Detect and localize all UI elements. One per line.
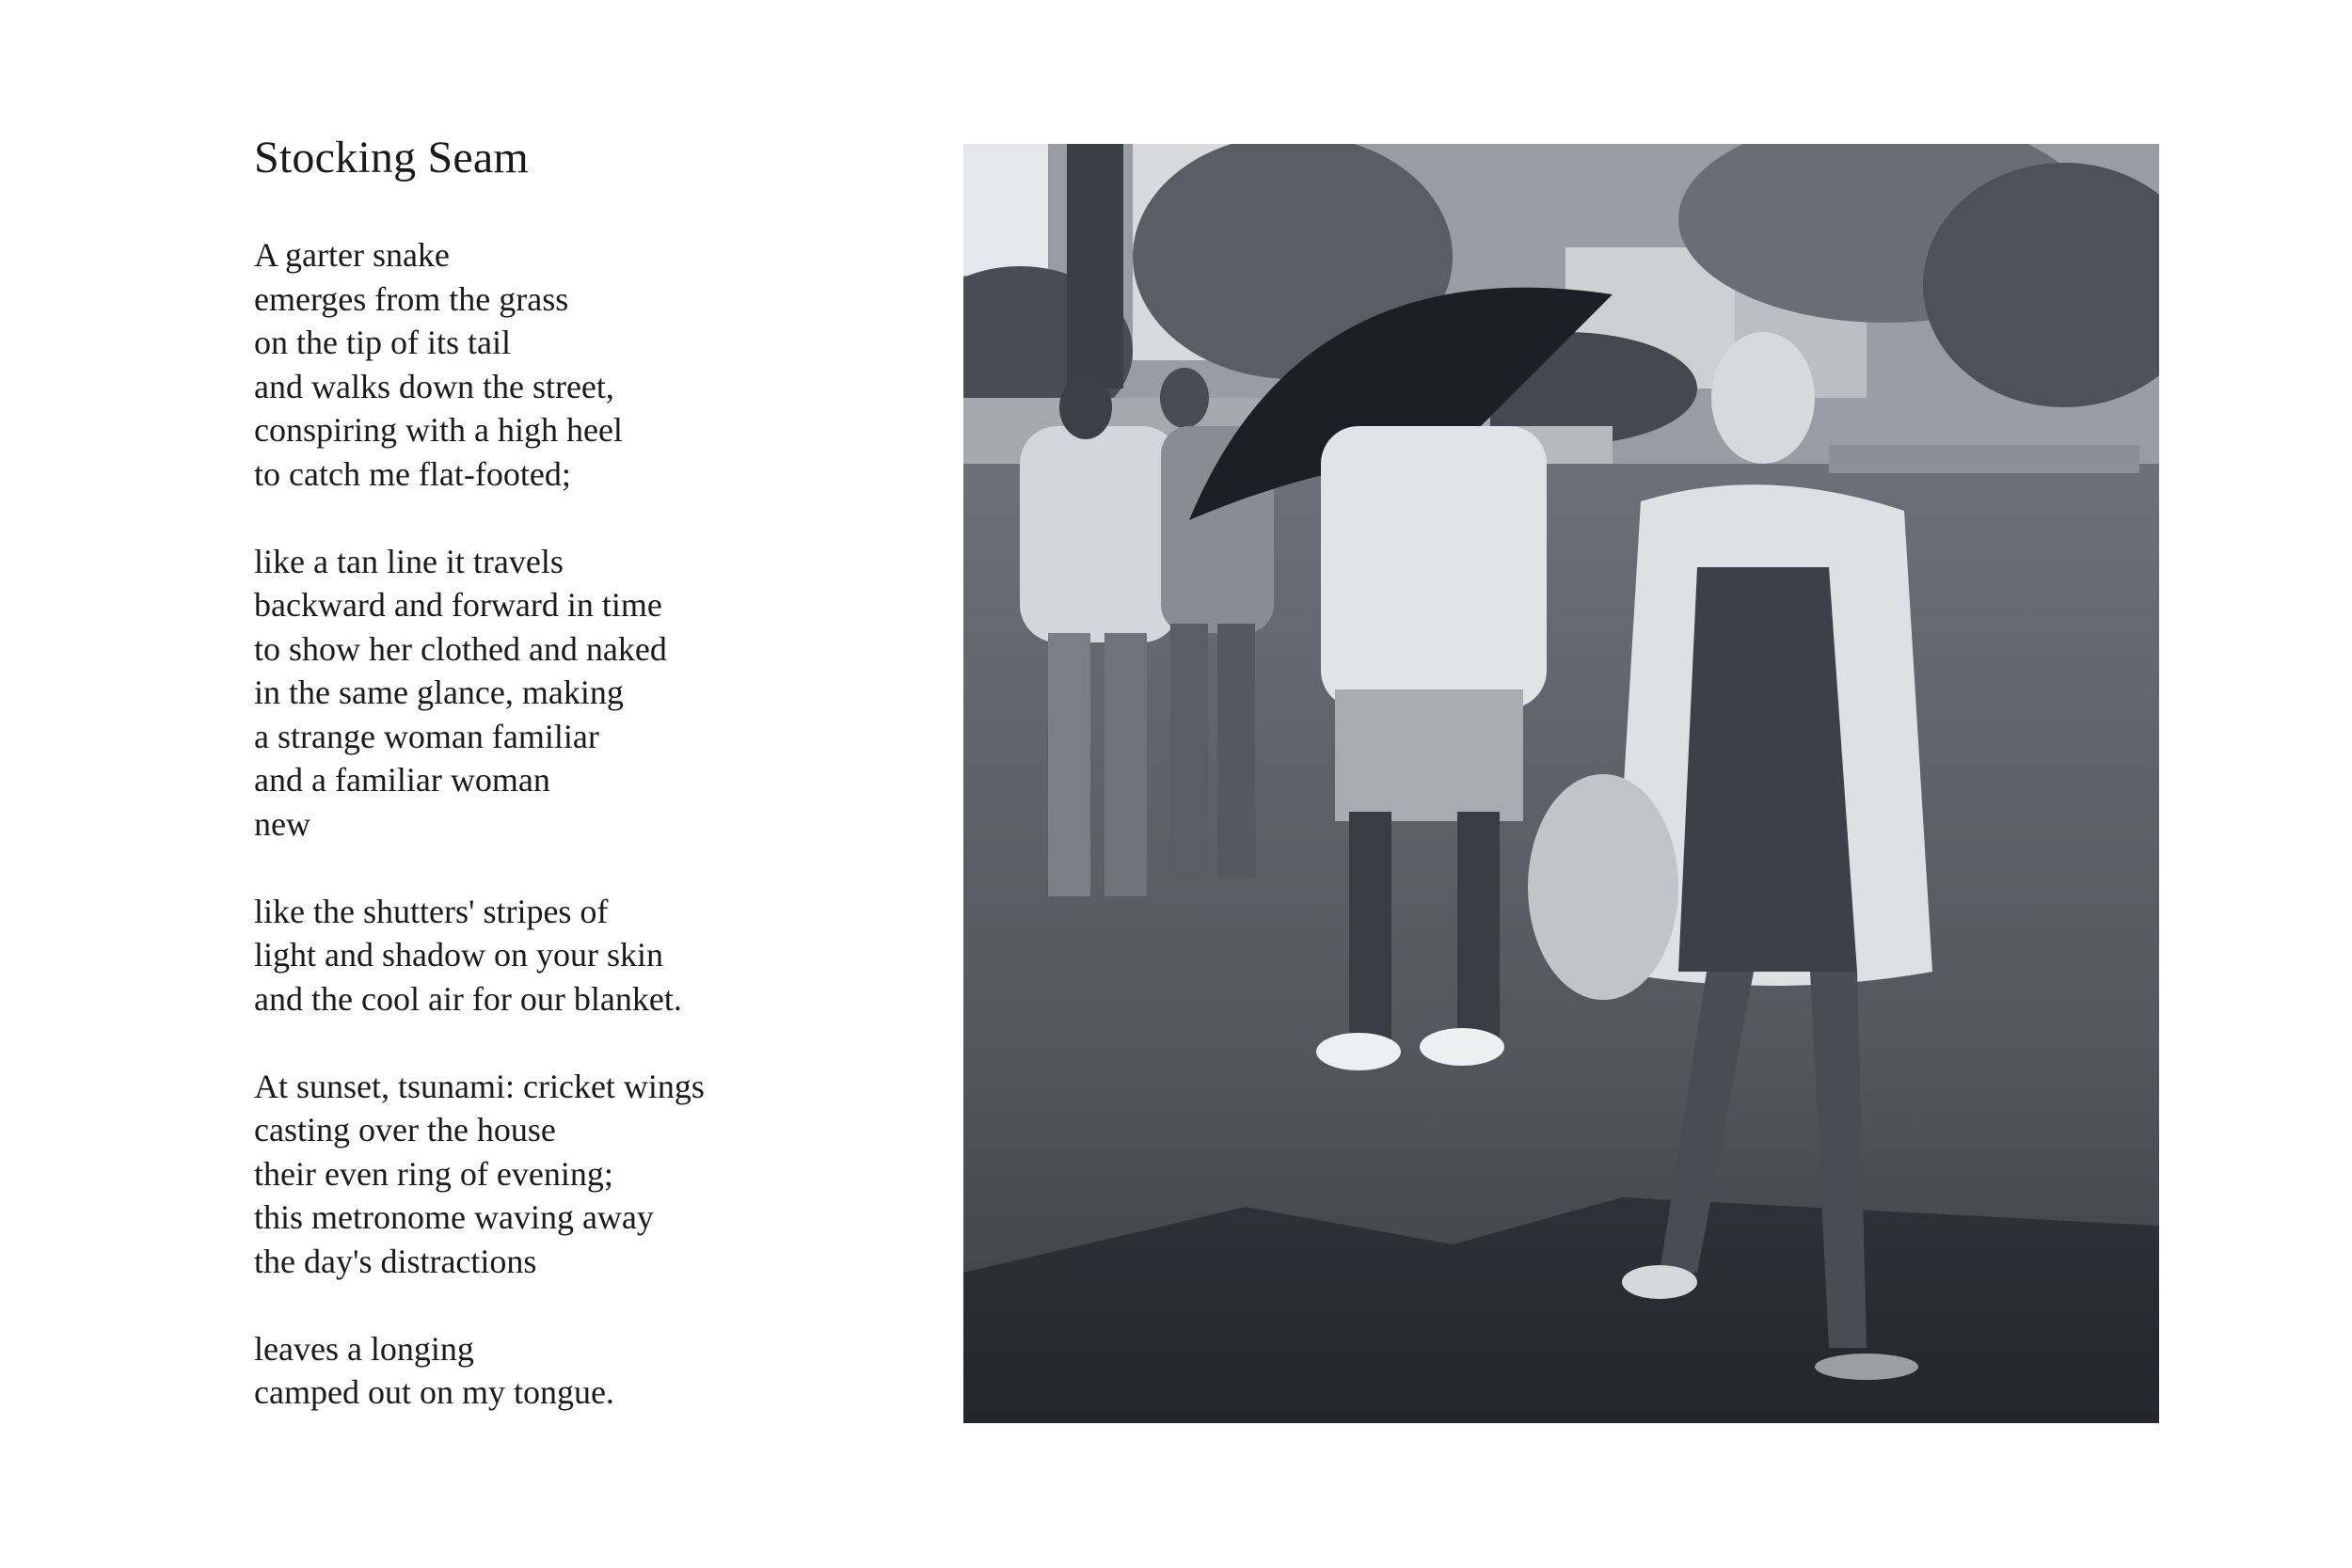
poem-line: this metronome waving away: [254, 1198, 654, 1236]
poem-line: A garter snake: [254, 236, 450, 274]
poem-line: like the shutters' stripes of: [254, 892, 609, 930]
photograph: [963, 144, 2159, 1423]
poem: [254, 130, 931, 1458]
poem-body: [254, 233, 931, 1415]
path-slab: [1829, 445, 2139, 473]
poem-line: emerges from the grass: [254, 279, 569, 318]
poem-line: light and shadow on your skin: [254, 936, 663, 974]
poem-line: to show her clothed and naked: [254, 629, 667, 668]
woman-head: [1711, 332, 1815, 464]
poem-line: At sunset, tsunami: cricket wings: [254, 1067, 705, 1105]
poem-line: and walks down the street,: [254, 367, 614, 405]
poem-line: and the cool air for our blanket.: [254, 979, 682, 1018]
poem-line: in the same glance, making: [254, 673, 624, 711]
building-left: [963, 144, 1048, 276]
stanza: [254, 540, 931, 847]
poem-title: Stocking Seam: [254, 133, 529, 182]
poem-line: a strange woman familiar: [254, 717, 599, 755]
palm-trunk: [1067, 144, 1123, 388]
poem-line: new: [254, 804, 310, 843]
poem-line: backward and forward in time: [254, 586, 662, 624]
photo-illustration: [963, 144, 2159, 1423]
stanza: [254, 233, 931, 496]
poem-line: their even ring of evening;: [254, 1154, 613, 1193]
stanza: [254, 1065, 931, 1284]
poem-line: on the tip of its tail: [254, 324, 511, 361]
stanza: [254, 890, 931, 1022]
tote-bag: [1528, 774, 1678, 1000]
stanza: [254, 1327, 931, 1415]
poem-line: camped out on my tongue.: [254, 1373, 614, 1411]
poem-line: to catch me flat-footed;: [254, 454, 571, 493]
poem-line: and a familiar woman: [254, 761, 550, 799]
poem-line: conspiring with a high heel: [254, 411, 623, 449]
woman-dress: [1678, 567, 1857, 972]
poem-line: the day's distractions: [254, 1242, 537, 1280]
poem-line: casting over the house: [254, 1111, 556, 1148]
foreground-shadow: [963, 1197, 2159, 1423]
poem-line: leaves a longing: [254, 1329, 474, 1368]
poem-line: like a tan line it travels: [254, 542, 564, 580]
